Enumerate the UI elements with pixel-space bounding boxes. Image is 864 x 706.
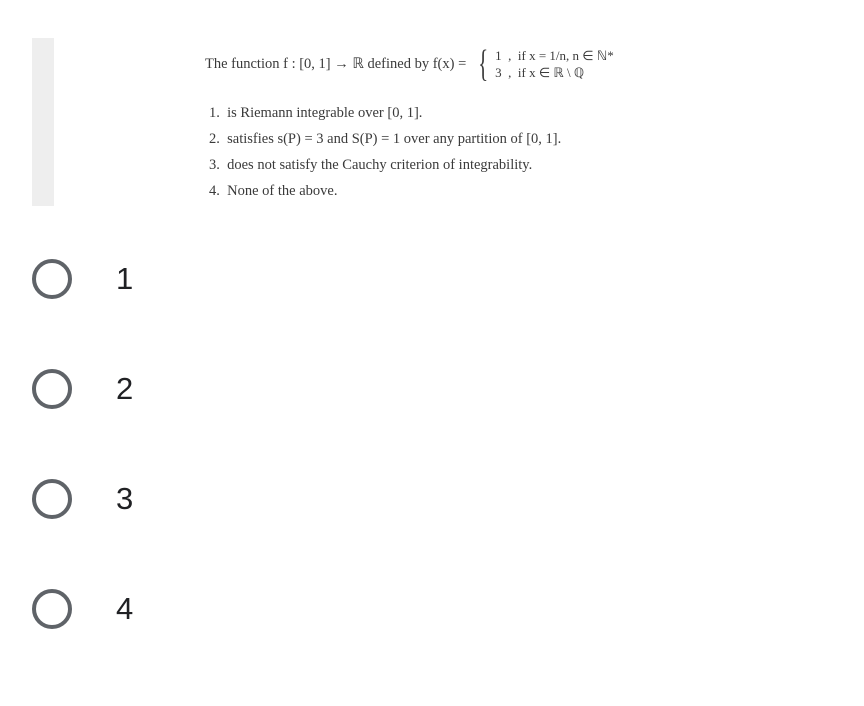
choice-label[interactable]: 3 <box>116 481 134 516</box>
statement-list <box>205 100 745 204</box>
piecewise-cases <box>495 47 614 81</box>
case-row: 1 , if x = 1/n, n ∈ ℕ* <box>495 48 614 63</box>
left-brace: { <box>477 43 489 85</box>
radio-button[interactable] <box>32 589 72 629</box>
function-definition <box>205 40 745 88</box>
question-image <box>205 40 745 204</box>
choice-label[interactable]: 1 <box>116 261 134 296</box>
case-row: 3 , if x ∈ ℝ \ ℚ <box>495 65 585 80</box>
statement-item: 1. is Riemann integrable over [0, 1]. <box>209 105 423 121</box>
statement-item: 2. satisfies s(P) = 3 and S(P) = 1 over any partition of [0, 1]. <box>209 131 562 147</box>
choice-label[interactable]: 4 <box>116 591 134 626</box>
answer-choices <box>32 250 133 690</box>
choice-option-2[interactable] <box>32 334 133 444</box>
radio-button[interactable] <box>32 369 72 409</box>
definition-text: The function f : [0, 1] → ℝ defined by f(x) = <box>205 55 470 72</box>
statement-item: 4. None of the above. <box>209 183 338 199</box>
choice-option-3[interactable] <box>32 444 133 554</box>
radio-button[interactable] <box>32 259 72 299</box>
choice-option-4[interactable] <box>32 554 133 664</box>
choice-label[interactable]: 2 <box>116 371 134 406</box>
choice-option-1[interactable] <box>32 224 133 334</box>
statement-item: 3. does not satisfy the Cauchy criterion of integrability. <box>209 157 533 173</box>
radio-button[interactable] <box>32 479 72 519</box>
question-left-bar <box>32 38 54 206</box>
